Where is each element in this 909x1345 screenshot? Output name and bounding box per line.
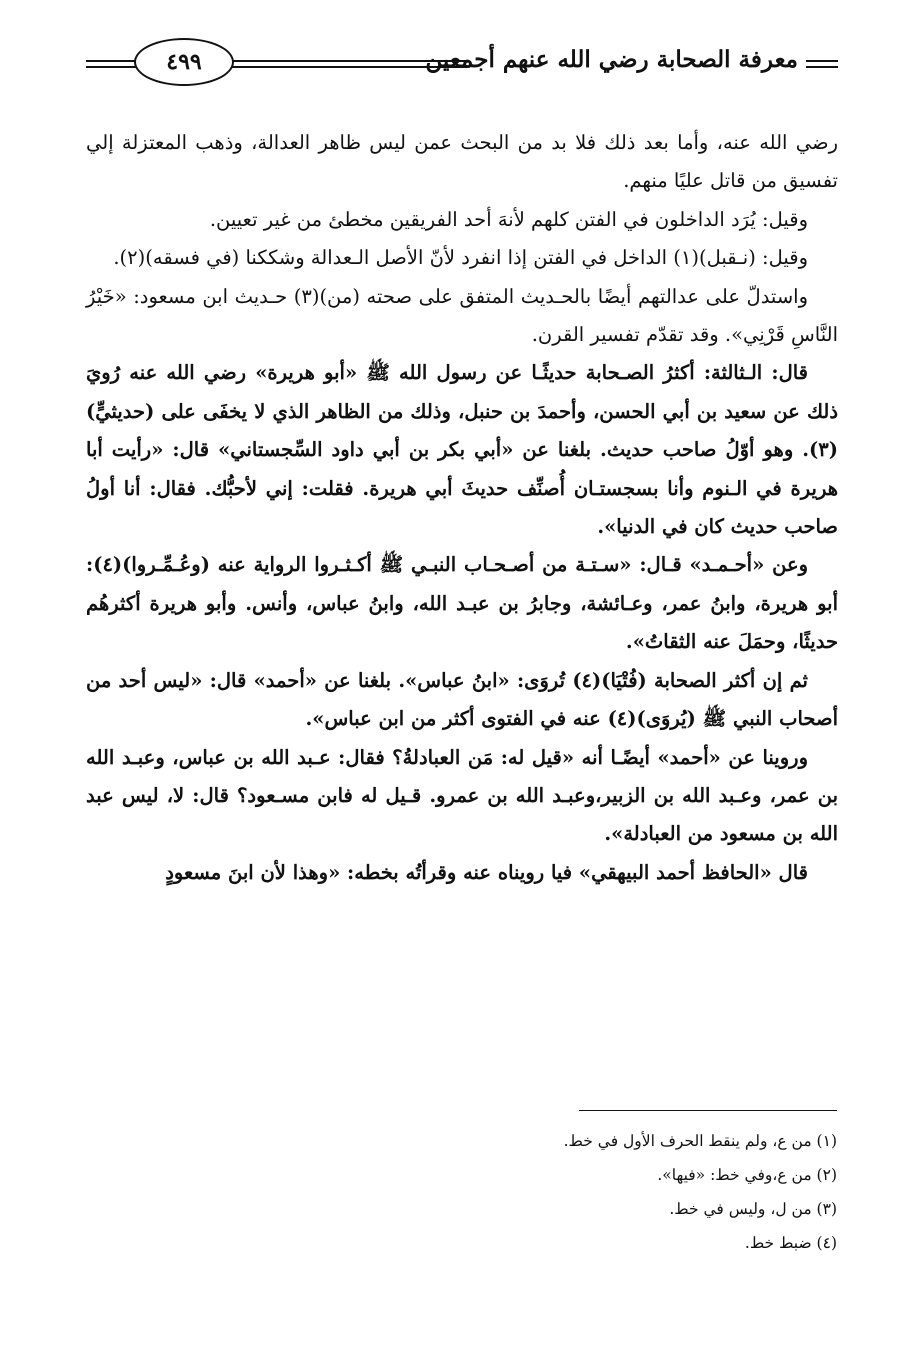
paragraph: قال: الـثالثة: أكثرُ الصـحابة حديثًـا عن رسول الله ﷺ «أبو هريرة» رضي الله عنه رُويَ ذلك عن سعيد بن أبي الحسن، وأحمدَ بن حنبل، وذلك من الظاهر الذي لا يخفَى على (حديثيٍّ)(٣). وهو أوّلُ صاحب حديث. بلغنا عن «أبي بكر بن أبي داود السِّجستاني» قال: «رأيت أبا هريرة في الـنوم وأنا بسجستـان أُصنِّف حديثَ أبي هريرة. فقلت: إني لأحبُّك. فقال: أنا أولُ صاحب حديث كان في الدنيا». (86, 361, 838, 539)
page-header (86, 28, 838, 88)
main-text (86, 124, 838, 892)
header-rule (86, 66, 138, 68)
paragraph: وقيل: يُرَد الداخلون في الفتن كلهم لأنهَ أحد الفريقين مخطئ من غير تعيين. (209, 207, 808, 231)
footnote: (٤) ضبط خط. (744, 1234, 837, 1252)
footnote: (٣) من ل، وليس في خط. (669, 1200, 837, 1218)
page-number-badge (134, 38, 234, 86)
header-rule (806, 66, 838, 68)
paragraph: ثم إن أكثر الصحابة (فُتْيَا)(٤) تُروَى: «ابنُ عباس». بلغنا عن «أحمد» قال: «ليس أحد من أصحاب النبي ﷺ (يُروَى)(٤) عنه في الفتوى أكثر من ابن عباس». (86, 668, 838, 731)
footnote: (٢) من ع،وفي خط: «فيها». (657, 1166, 837, 1184)
header-rule (86, 60, 138, 62)
paragraph: قال «الحافظ أحمد البيهقي» فيا رويناه عنه وقرأتُه بخطه: «وهذا لأن ابنَ مسعودٍ (165, 860, 808, 884)
paragraph: وقيل: (نـقبل)(١) الداخل في الفتن إذا انفرد لأنّ الأصل الـعدالة وشككنا (في فسقه)(٢). (113, 246, 808, 270)
paragraph: وروينا عن «أحمد» أيضًـا أنه «قيل له: مَن العبادلةُ؟ فقال: عـبد الله بن عباس، وعبـد الله بن عمر، وعـبد الله بن الزبير،وعبـد الله بن عمرو. قـيل له فابن مسـعود؟ قال: لا، ليس عبد الله بن مسعود من العبادلة». (86, 745, 838, 846)
paragraph: رضي الله عنه، وأما بعد ذلك فلا بد من البحث عمن ليس ظاهر العدالة، وذهب المعتزلة إلي تفسيق من قاتل عليًا منهم. (86, 131, 838, 193)
page-number: ٤٩٩ (166, 49, 202, 75)
footnote-separator (579, 1110, 837, 1111)
paragraph: واستدلّ على عدالتهم أيضًا بالحـديث المتفق على صحته (من)(٣) حـديث ابن مسعود: «خَيْرُ النَّاسِ قَرْنِي». وقد تقدّم تفسير القرن. (86, 284, 838, 347)
footnote: (١) من ع، ولم ينقط الحرف الأول في خط. (563, 1132, 837, 1150)
paragraph: وعن «أحـمـد» قـال: «سـتـة من أصـحـاب النبـي ﷺ أكـثـروا الرواية عنه (وعُـمِّـروا)(٤): أبو هريرة، وابنُ عمر، وعـائشة، وجابرُ بن عبـد الله، وابنُ عباس، وأنس. وأبو هريرة أكثرهُم حديثًا، وحمَلَ عنه الثقاتُ». (86, 553, 838, 654)
footnotes (337, 1124, 837, 1260)
header-rule (806, 60, 838, 62)
running-title: معرفة الصحابة رضي الله عنهم أجمعين (425, 46, 798, 73)
